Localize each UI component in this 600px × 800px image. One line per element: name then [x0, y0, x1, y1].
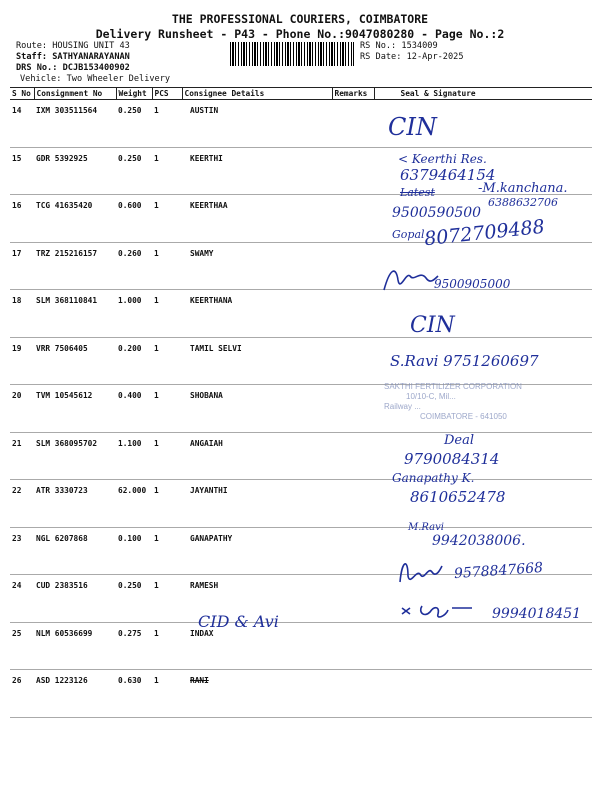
handwritten-signature: Deal [444, 433, 475, 448]
barcode [230, 42, 354, 66]
remarks-cell [332, 290, 374, 338]
signature-scribble [396, 556, 444, 590]
stamp-line: Railway ... [384, 402, 421, 411]
signature-cell [374, 670, 592, 718]
company-stamp [384, 382, 554, 438]
pcs-cell: 1 [152, 290, 182, 338]
remarks-cell [332, 195, 374, 243]
rs-date-label: RS Date: [360, 52, 402, 62]
consignment-cell: NLM 60536699 [34, 622, 116, 670]
handwritten-note: CID & Avi [198, 612, 279, 631]
consignment-cell: SLM 368110841 [34, 290, 116, 338]
table-row [10, 290, 592, 338]
col-header-consignee: Consignee Details [182, 88, 332, 100]
handwritten-signature: -M.kanchana. [478, 181, 568, 196]
drs-label: DRS No.: [16, 63, 58, 73]
handwritten-note: Latest [400, 186, 435, 199]
consignment-cell: SLM 368095702 [34, 432, 116, 480]
sno-cell: 21 [10, 432, 34, 480]
pcs-cell: 1 [152, 670, 182, 718]
stamp-line: SAKTHI FERTILIZER CORPORATION [384, 382, 522, 391]
staff-label: Staff: [16, 52, 48, 62]
pcs-cell: 1 [152, 337, 182, 385]
stamp-line: 10/10-C, Mil... [406, 392, 456, 401]
sno-cell: 15 [10, 147, 34, 195]
pcs-cell: 1 [152, 432, 182, 480]
col-header-sno: S No [10, 88, 34, 100]
route-value: HOUSING UNIT 43 [52, 41, 130, 51]
handwritten-signature: < Keerthi Res. [398, 152, 487, 166]
sno-cell: 16 [10, 195, 34, 243]
pcs-cell: 1 [152, 100, 182, 148]
pcs-cell: 1 [152, 385, 182, 433]
handwritten-phone: 8072709488 [423, 215, 546, 251]
rs-date-line [360, 52, 464, 62]
weight-cell: 0.200 [116, 337, 152, 385]
weight-cell: 0.250 [116, 575, 152, 623]
rs-no-value: 1534009 [401, 41, 438, 51]
sno-cell: 22 [10, 480, 34, 528]
vehicle-label: Vehicle: [20, 74, 62, 84]
staff-value: SATHYANARAYANAN [52, 52, 130, 62]
rs-no-line [360, 41, 438, 51]
runsheet-title: Delivery Runsheet - P43 - Phone No.:9047080280 - Page No.:2 [95, 27, 505, 41]
weight-cell: 0.400 [116, 385, 152, 433]
weight-cell: 0.600 [116, 195, 152, 243]
remarks-cell [332, 432, 374, 480]
consignee-cell: KEERTHANA [182, 290, 332, 338]
pcs-cell: 1 [152, 147, 182, 195]
stamp-line: COIMBATORE - 641050 [420, 412, 507, 421]
handwritten-phone: 8610652478 [410, 488, 506, 506]
table-row [10, 100, 592, 148]
signature-scribble [398, 600, 476, 622]
weight-cell: 0.100 [116, 527, 152, 575]
consignee-cell: TAMIL SELVI [182, 337, 332, 385]
drs-line [16, 63, 130, 73]
weight-cell: 62.000 [116, 480, 152, 528]
consignee-cell: SHOBANA [182, 385, 332, 433]
rs-no-label: RS No.: [360, 41, 397, 51]
sno-cell: 26 [10, 670, 34, 718]
sno-cell: 19 [10, 337, 34, 385]
consignee-cell: AUSTIN [182, 100, 332, 148]
consignee-cell: KEERTHI [182, 147, 332, 195]
weight-cell: 0.260 [116, 242, 152, 290]
consignment-cell: ASD 1223126 [34, 670, 116, 718]
consignment-cell: TRZ 215216157 [34, 242, 116, 290]
consignee-cell: KEERTHAA [182, 195, 332, 243]
handwritten-phone: 9578847668 [453, 559, 544, 583]
weight-cell: 1.000 [116, 290, 152, 338]
consignment-cell: GDR 5392925 [34, 147, 116, 195]
weight-cell: 0.250 [116, 100, 152, 148]
drs-value: DCJB153400902 [62, 63, 130, 73]
col-header-remarks: Remarks [332, 88, 374, 100]
consignee-cell: SWAMY [182, 242, 332, 290]
consignment-cell: CUD 2383516 [34, 575, 116, 623]
consignment-cell: IXM 303511564 [34, 100, 116, 148]
handwritten-signature: Gopal [392, 228, 425, 241]
remarks-cell [332, 670, 374, 718]
remarks-cell [332, 147, 374, 195]
vehicle-line [20, 74, 170, 84]
consignee-cell: ANGAIAH [182, 432, 332, 480]
remarks-cell [332, 622, 374, 670]
col-header-signature: Seal & Signature [374, 88, 592, 100]
table-row [10, 670, 592, 718]
consignee-cell: RAMESH [182, 575, 332, 623]
signature-cell [374, 622, 592, 670]
remarks-cell [332, 337, 374, 385]
consignee-cell: JAYANTHI [182, 480, 332, 528]
handwritten-signature: S.Ravi 9751260697 [390, 352, 539, 370]
handwritten-signature: Ganapathy K. [392, 471, 475, 485]
sno-cell: 17 [10, 242, 34, 290]
consignment-cell: TCG 41635420 [34, 195, 116, 243]
col-header-weight: Weight [116, 88, 152, 100]
handwritten-phone: 6388632706 [488, 196, 558, 209]
remarks-cell [332, 385, 374, 433]
weight-cell: 0.250 [116, 147, 152, 195]
company-title: THE PROFESSIONAL COURIERS, COIMBATORE [171, 12, 429, 26]
handwritten-signature: CIN [388, 113, 437, 141]
vehicle-value: Two Wheeler Delivery [66, 74, 171, 84]
route-label: Route: [16, 41, 48, 51]
pcs-cell: 1 [152, 575, 182, 623]
sno-cell: 20 [10, 385, 34, 433]
weight-cell: 0.630 [116, 670, 152, 718]
handwritten-phone: 6379464154 [400, 166, 496, 184]
col-header-consignment: Consignment No [34, 88, 116, 100]
consignment-cell: ATR 3330723 [34, 480, 116, 528]
pcs-cell: 1 [152, 480, 182, 528]
table-row [10, 622, 592, 670]
remarks-cell [332, 527, 374, 575]
handwritten-signature: CIN [410, 313, 455, 338]
sno-cell: 25 [10, 622, 34, 670]
handwritten-phone: 9500590500 [392, 205, 482, 221]
consignment-cell: NGL 6207868 [34, 527, 116, 575]
remarks-cell [332, 100, 374, 148]
table-header-row [10, 88, 592, 100]
pcs-cell: 1 [152, 195, 182, 243]
remarks-cell [332, 575, 374, 623]
pcs-cell: 1 [152, 622, 182, 670]
handwritten-phone: 9994018451 [492, 606, 582, 622]
consignment-cell: VRR 7506405 [34, 337, 116, 385]
pcs-cell: 1 [152, 527, 182, 575]
sno-cell: 24 [10, 575, 34, 623]
handwritten-phone: 9790084314 [404, 450, 500, 468]
table-row [10, 432, 592, 480]
staff-line [16, 52, 130, 62]
consignee-cell: GANAPATHY [182, 527, 332, 575]
route-line [16, 41, 130, 51]
weight-cell: 0.275 [116, 622, 152, 670]
consignment-cell: TVM 10545612 [34, 385, 116, 433]
sno-cell: 18 [10, 290, 34, 338]
col-header-pcs: PCS [152, 88, 182, 100]
handwritten-signature: M.Ravi [408, 522, 444, 533]
rs-date-value: 12-Apr-2025 [406, 52, 464, 62]
handwritten-phone: 9942038006. [432, 533, 526, 549]
signature-scribble [380, 262, 442, 300]
remarks-cell [332, 242, 374, 290]
pcs-cell: 1 [152, 242, 182, 290]
weight-cell: 1.100 [116, 432, 152, 480]
consignee-cell: INDAX [182, 622, 332, 670]
sno-cell: 14 [10, 100, 34, 148]
sno-cell: 23 [10, 527, 34, 575]
handwritten-phone: 9500905000 [434, 277, 511, 291]
consignee-cell: RANI [182, 670, 332, 718]
remarks-cell [332, 480, 374, 528]
